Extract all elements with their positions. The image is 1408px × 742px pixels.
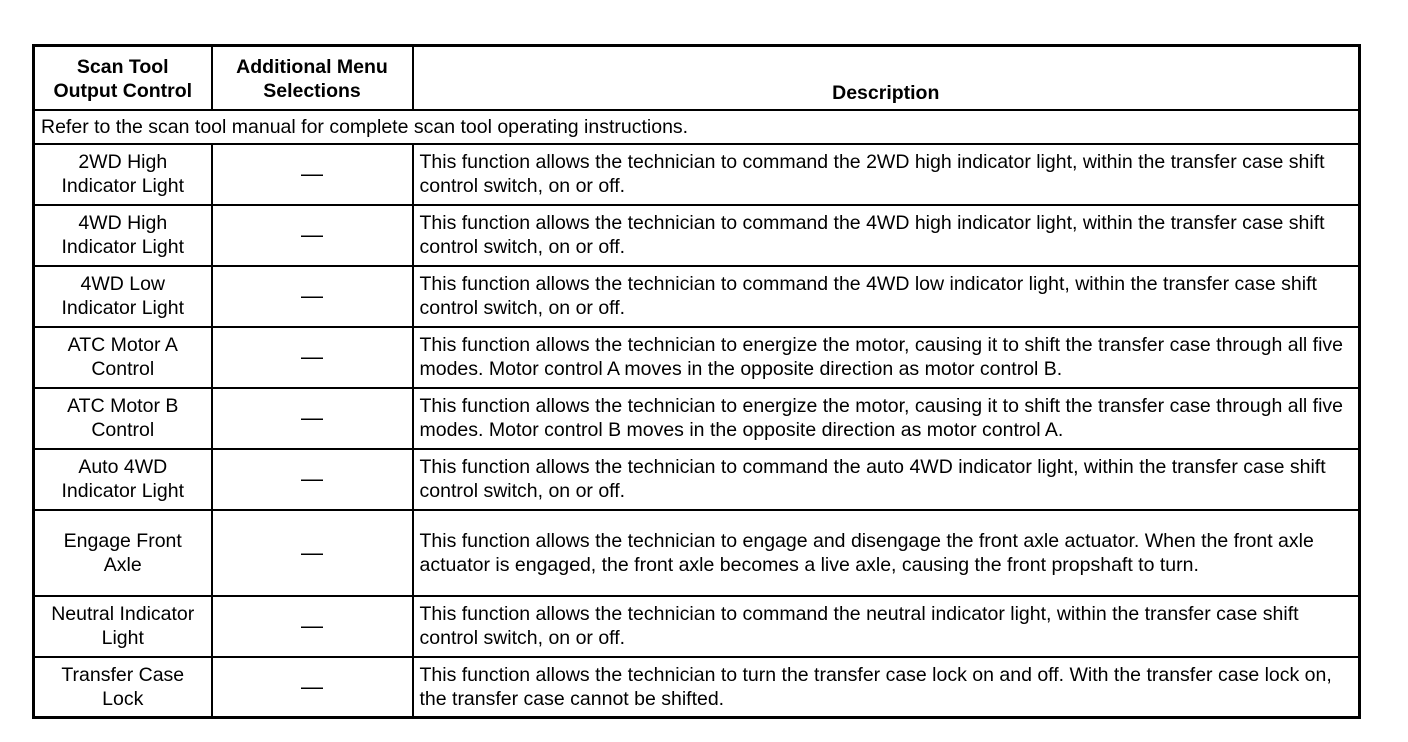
control-name-line-1: 4WD High (78, 212, 168, 234)
description-cell: This function allows the technician to command the neutral indicator light, within the transfer case shift control switch, on or off. (413, 596, 1360, 657)
output-control-cell (34, 449, 212, 510)
output-control-cell (34, 266, 212, 327)
menu-selections-cell: — (212, 327, 413, 388)
table-row (34, 596, 1360, 657)
table-row (34, 205, 1360, 266)
control-name-line-2: Indicator Light (61, 236, 184, 258)
table-row (34, 510, 1360, 596)
menu-selections-cell: — (212, 657, 413, 718)
output-control-cell (34, 144, 212, 205)
header-row (34, 46, 1360, 110)
output-control-cell (34, 510, 212, 596)
description-cell: This function allows the technician to command the 4WD high indicator light, within the transfer case shift control switch, on or off. (413, 205, 1360, 266)
table-row (34, 657, 1360, 718)
header-additional-menu-selections (212, 46, 413, 110)
control-name-line-2: Indicator Light (61, 297, 184, 319)
description-cell: This function allows the technician to command the auto 4WD indicator light, within the transfer case shift control switch, on or off. (413, 449, 1360, 510)
header-scan-tool-output-control (34, 46, 212, 110)
output-control-cell (34, 327, 212, 388)
table-row (34, 266, 1360, 327)
header-control-line-1: Scan Tool (76, 55, 169, 78)
table-row (34, 327, 1360, 388)
menu-selections-cell: — (212, 266, 413, 327)
control-name-line-2: Axle (103, 553, 142, 576)
menu-selections-cell: — (212, 510, 413, 596)
output-control-cell (34, 205, 212, 266)
control-name-line-1: Neutral Indicator (51, 603, 195, 625)
output-control-table (32, 44, 1361, 719)
table-row (34, 144, 1360, 205)
description-cell: This function allows the technician to command the 4WD low indicator light, within the transfer case shift control switch, on or off. (413, 266, 1360, 327)
table-row (34, 449, 1360, 510)
control-name-line-1: ATC Motor A (67, 334, 178, 356)
description-cell: This function allows the technician to energize the motor, causing it to shift the transfer case through all five modes. Motor control A moves in the opposite direction as motor control B. (413, 327, 1360, 388)
menu-selections-cell: — (212, 144, 413, 205)
table-row (34, 388, 1360, 449)
control-name-line-2: Indicator Light (61, 175, 184, 197)
header-menu-line-2: Selections (263, 79, 361, 102)
menu-selections-cell: — (212, 205, 413, 266)
output-control-cell (34, 388, 212, 449)
menu-selections-cell: — (212, 449, 413, 510)
control-name-line-1: ATC Motor B (67, 395, 179, 417)
description-cell: This function allows the technician to energize the motor, causing it to shift the transfer case through all five modes. Motor control B moves in the opposite direction as motor control A. (413, 388, 1360, 449)
control-name-line-1: 2WD High (78, 151, 168, 173)
description-cell: This function allows the technician to engage and disengage the front axle actuator. When the front axle actuator is engaged, the front axle becomes a live axle, causing the front propshaft to turn. (413, 510, 1360, 596)
control-name-line-1: Engage Front (63, 529, 182, 552)
header-menu-line-1: Additional Menu (236, 55, 388, 78)
menu-selections-cell: — (212, 388, 413, 449)
description-cell: This function allows the technician to command the 2WD high indicator light, within the transfer case shift control switch, on or off. (413, 144, 1360, 205)
control-name-line-1: Transfer Case (61, 663, 185, 686)
note-row (34, 110, 1360, 144)
control-name-line-1: Auto 4WD (78, 456, 168, 478)
output-control-cell (34, 596, 212, 657)
menu-selections-cell: — (212, 596, 413, 657)
header-description: Description (413, 46, 1360, 110)
control-name-line-2: Control (91, 358, 155, 380)
instructions-note: Refer to the scan tool manual for complete scan tool operating instructions. (34, 110, 1360, 144)
control-name-line-2: Light (101, 627, 144, 649)
control-name-line-1: 4WD Low (80, 273, 166, 295)
control-name-line-2: Indicator Light (61, 480, 184, 502)
output-control-cell (34, 657, 212, 718)
control-name-line-2: Control (91, 419, 155, 441)
header-control-line-2: Output Control (53, 79, 193, 102)
description-cell: This function allows the technician to turn the transfer case lock on and off. With the transfer case lock on, the transfer case cannot be shifted. (413, 657, 1360, 718)
control-name-line-2: Lock (102, 687, 144, 710)
